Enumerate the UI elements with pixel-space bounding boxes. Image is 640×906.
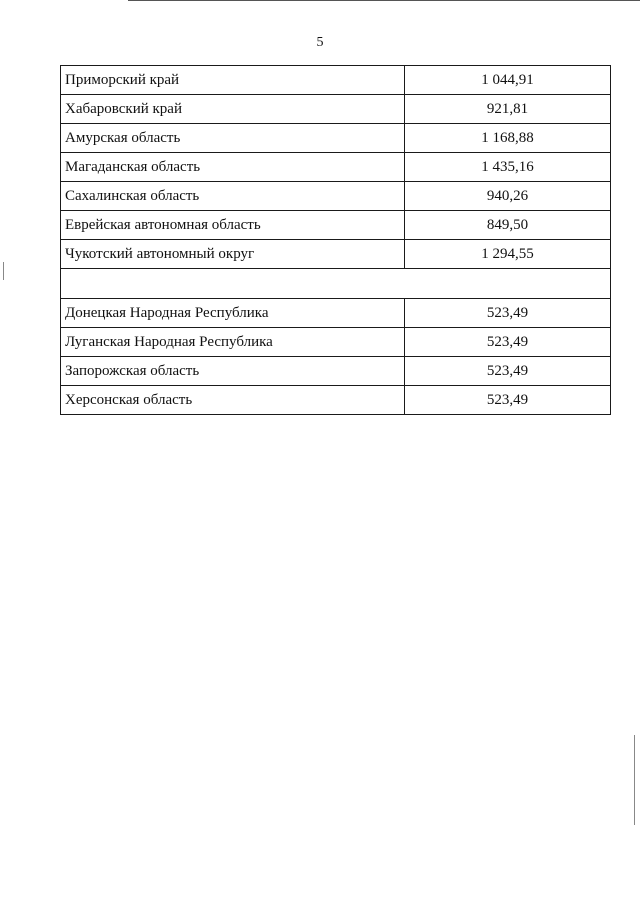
- region-name-cell: Сахалинская область: [61, 182, 405, 211]
- table-row: [61, 66, 611, 95]
- table-row: [61, 240, 611, 269]
- region-name-cell: Чукотский автономный округ: [61, 240, 405, 269]
- table-row: [61, 153, 611, 182]
- region-value-cell: 1 044,91: [405, 66, 611, 95]
- table-row: [61, 95, 611, 124]
- region-value-cell: 523,49: [405, 386, 611, 415]
- region-value-cell: 1 168,88: [405, 124, 611, 153]
- region-name-cell: Еврейская автономная область: [61, 211, 405, 240]
- scan-margin-mark: [634, 735, 635, 825]
- scan-margin-mark: [3, 262, 4, 280]
- region-value-cell: 1 294,55: [405, 240, 611, 269]
- region-values-table: [60, 65, 611, 415]
- region-name-cell: Запорожская область: [61, 357, 405, 386]
- table-row: [61, 328, 611, 357]
- table-row: [61, 357, 611, 386]
- table-row: [61, 124, 611, 153]
- region-value-cell: 523,49: [405, 357, 611, 386]
- table-row: [61, 182, 611, 211]
- region-name-cell: Амурская область: [61, 124, 405, 153]
- region-value-cell: 1 435,16: [405, 153, 611, 182]
- section-separator-row: [61, 269, 611, 299]
- table-row: [61, 211, 611, 240]
- region-name-cell: Магаданская область: [61, 153, 405, 182]
- region-name-cell: Херсонская область: [61, 386, 405, 415]
- table-row: [61, 386, 611, 415]
- region-value-cell: 523,49: [405, 328, 611, 357]
- region-value-cell: 849,50: [405, 211, 611, 240]
- region-value-cell: 523,49: [405, 299, 611, 328]
- section-separator-cell: [61, 269, 611, 299]
- region-name-cell: Луганская Народная Республика: [61, 328, 405, 357]
- region-value-cell: 921,81: [405, 95, 611, 124]
- page-number: 5: [316, 35, 324, 50]
- region-name-cell: Приморский край: [61, 66, 405, 95]
- region-value-cell: 940,26: [405, 182, 611, 211]
- scan-top-edge: [128, 0, 640, 1]
- table-row: [61, 299, 611, 328]
- region-name-cell: Хабаровский край: [61, 95, 405, 124]
- region-name-cell: Донецкая Народная Республика: [61, 299, 405, 328]
